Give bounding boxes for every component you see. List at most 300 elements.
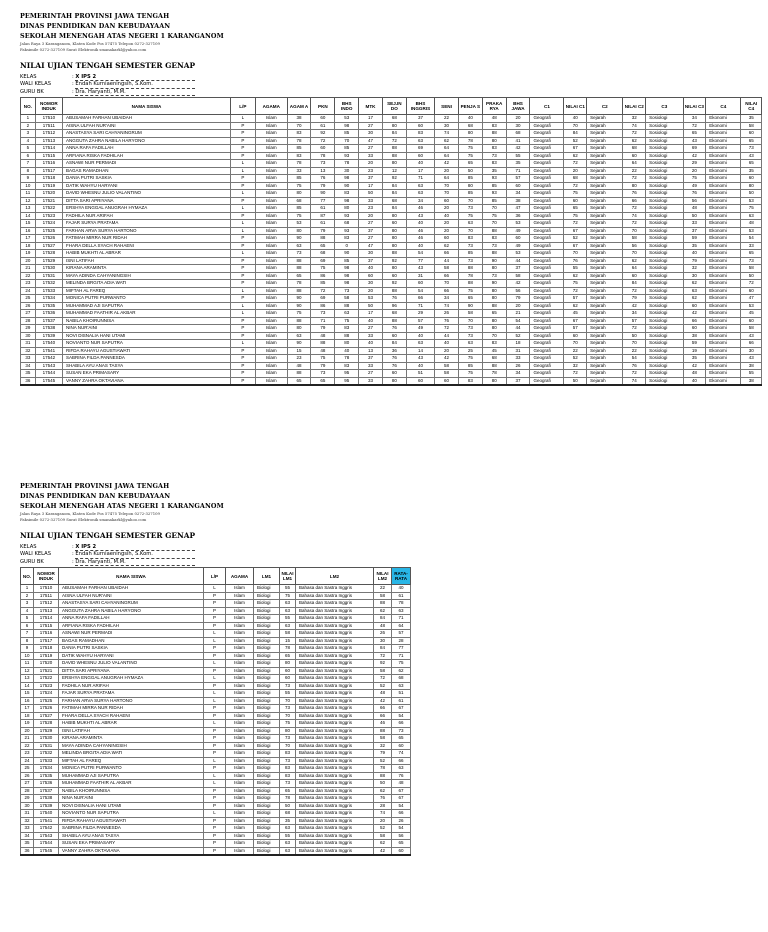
row-number: 15 xyxy=(21,690,34,698)
student-religion: Islam xyxy=(226,697,254,705)
subject-score: 80 xyxy=(458,182,482,190)
row-number: 19 xyxy=(21,720,34,728)
subject-score: 34 xyxy=(506,190,530,198)
subject-score: 70 xyxy=(482,220,506,228)
row-number: 25 xyxy=(21,765,34,773)
row-number: 1 xyxy=(21,585,34,593)
lm1-score: 15 xyxy=(280,637,296,645)
table-row xyxy=(21,287,762,295)
student-religion: Islam xyxy=(255,272,287,280)
subject-score: 27 xyxy=(359,145,383,153)
elective-subject: Sejarah xyxy=(587,115,623,123)
subject-score: 73 xyxy=(458,257,482,265)
student-gender: P xyxy=(204,840,226,848)
subject-score: 78 xyxy=(335,160,359,168)
table-row xyxy=(21,660,411,668)
elective-subject: Ekonomi xyxy=(706,175,741,183)
student-gender: P xyxy=(230,212,255,220)
elective-subject: Sosiologi xyxy=(646,287,683,295)
elective-subject: Ekonomi xyxy=(706,167,741,175)
row-number: 21 xyxy=(21,265,36,273)
subject-score: 37 xyxy=(359,175,383,183)
elective-score: 52 xyxy=(564,137,587,145)
table-row xyxy=(21,795,411,803)
lm1-subject: Biologi xyxy=(254,712,280,720)
lm1-score: 73 xyxy=(280,682,296,690)
lm2-score: 72 xyxy=(374,675,392,683)
table-row xyxy=(21,355,762,363)
subject-score: 96 xyxy=(382,302,406,310)
student-religion: Islam xyxy=(255,362,287,370)
lm1-score: 78 xyxy=(280,795,296,803)
lm2-score: 66 xyxy=(374,712,392,720)
subject-score: 63 xyxy=(287,332,311,340)
table-row xyxy=(21,220,762,228)
subject-score: 61 xyxy=(311,122,335,130)
table-row xyxy=(21,735,411,743)
lm2-score: 88 xyxy=(374,727,392,735)
table-row xyxy=(21,115,762,123)
average-score: 26 xyxy=(392,817,411,825)
table-row xyxy=(21,235,762,243)
elective-subject: Ekonomi xyxy=(706,152,741,160)
student-name: ASNAWI NUR PERMADI xyxy=(59,630,204,638)
student-name: BAGAS RAMADHAN xyxy=(59,637,204,645)
subject-score: 20 xyxy=(435,347,459,355)
row-number: 35 xyxy=(21,840,34,848)
subject-score: 80 xyxy=(382,242,406,250)
table1-col-header: PRAKA RYA xyxy=(482,98,506,115)
subject-score: 71 xyxy=(506,167,530,175)
subject-score: 40 xyxy=(406,332,434,340)
lm1-subject: Biologi xyxy=(254,727,280,735)
row-number: 14 xyxy=(21,212,36,220)
row-number: 23 xyxy=(21,750,34,758)
subject-score: 90 xyxy=(335,250,359,258)
subject-score: 46 xyxy=(406,205,434,213)
lm2-score: 48 xyxy=(374,622,392,630)
subject-score: 14 xyxy=(406,347,434,355)
student-gender: P xyxy=(204,847,226,855)
table-row xyxy=(21,765,411,773)
student-gender: P xyxy=(230,332,255,340)
lm2-score: 52 xyxy=(374,825,392,833)
subject-score: 60 xyxy=(435,377,459,385)
subject-score: 76 xyxy=(382,295,406,303)
student-gender: P xyxy=(230,130,255,138)
table-row xyxy=(21,302,762,310)
student-name: FADHILA NUR ARIFAH xyxy=(62,212,230,220)
elective-subject: Geografi xyxy=(530,190,564,198)
elective-subject: Ekonomi xyxy=(706,257,741,265)
elective-subject: Sejarah xyxy=(587,302,623,310)
student-religion: Islam xyxy=(255,152,287,160)
student-name: FATIMAH MIRRA NUR RIDAH xyxy=(62,235,230,243)
subject-score: 20 xyxy=(435,167,459,175)
row-number: 5 xyxy=(21,145,36,153)
lm2-score: 62 xyxy=(374,787,392,795)
elective-score: 53 xyxy=(741,302,762,310)
elective-subject: Sosiologi xyxy=(646,377,683,385)
subject-score: 75 xyxy=(311,355,335,363)
subject-score: 74 xyxy=(435,302,459,310)
subject-score: 85 xyxy=(458,175,482,183)
student-gender: P xyxy=(230,272,255,280)
row-number: 3 xyxy=(21,130,36,138)
student-gender: L xyxy=(230,287,255,295)
table-row xyxy=(21,325,762,333)
table-row xyxy=(21,847,411,855)
student-name: ANNA RAFA FADILLAH xyxy=(62,145,230,153)
student-nis: 17541 xyxy=(35,347,62,355)
student-nis: 17526 xyxy=(35,235,62,243)
student-religion: Islam xyxy=(255,115,287,123)
row-number: 22 xyxy=(21,742,34,750)
elective-subject: Geografi xyxy=(530,310,564,318)
lm2-subject: Bahasa dan Sastra Inggris xyxy=(296,660,374,668)
lm1-subject: Biologi xyxy=(254,660,280,668)
student-nis: 17537 xyxy=(35,317,62,325)
table-row xyxy=(21,377,762,385)
student-religion: Islam xyxy=(255,377,287,385)
elective-score: 42 xyxy=(683,362,706,370)
row-number: 20 xyxy=(21,727,34,735)
subject-score: 79 xyxy=(311,325,335,333)
elective-subject: Geografi xyxy=(530,295,564,303)
subject-score: 95 xyxy=(335,377,359,385)
elective-score: 63 xyxy=(683,287,706,295)
elective-score: 75 xyxy=(564,212,587,220)
student-name: ABUSAMAH FARHAN UBAIDAH xyxy=(62,115,230,123)
subject-score: 85 xyxy=(482,182,506,190)
student-name: FARHAN ARVA SURYA HARTONO xyxy=(59,697,204,705)
student-nis: 17517 xyxy=(35,167,62,175)
subject-score: 26 xyxy=(506,362,530,370)
subject-score: 73 xyxy=(458,205,482,213)
student-religion: Islam xyxy=(255,227,287,235)
student-gender: P xyxy=(204,742,226,750)
elective-subject: Ekonomi xyxy=(706,145,741,153)
subject-score: 60 xyxy=(406,122,434,130)
elective-score: 35 xyxy=(683,355,706,363)
average-score: 71 xyxy=(392,652,411,660)
lm2-subject: Bahasa dan Sastra Inggris xyxy=(296,840,374,848)
lm1-score: 60 xyxy=(280,667,296,675)
subject-score: 92 xyxy=(382,257,406,265)
elective-subject: Sosiologi xyxy=(646,175,683,183)
lm1-subject: Biologi xyxy=(254,772,280,780)
subject-score: 48 xyxy=(311,347,335,355)
subject-score: 68 xyxy=(382,197,406,205)
subject-score: 80 xyxy=(382,160,406,168)
student-religion: Islam xyxy=(226,832,254,840)
subject-score: 78 xyxy=(482,370,506,378)
elective-subject: Ekonomi xyxy=(706,190,741,198)
elective-subject: Sosiologi xyxy=(646,190,683,198)
student-religion: Islam xyxy=(226,630,254,638)
lm2-subject: Bahasa dan Sastra Inggris xyxy=(296,682,374,690)
subject-score: 17 xyxy=(359,182,383,190)
subject-score: 53 xyxy=(506,250,530,258)
lm1-subject: Biologi xyxy=(254,832,280,840)
subject-score: 37 xyxy=(506,377,530,385)
lm2-subject: Bahasa dan Sastra Inggris xyxy=(296,630,374,638)
subject-score: 40 xyxy=(406,242,434,250)
subject-score: 71 xyxy=(406,302,434,310)
subject-score: 75 xyxy=(335,317,359,325)
subject-score: 88 xyxy=(382,250,406,258)
lm1-score: 63 xyxy=(280,840,296,848)
subject-score: 13 xyxy=(359,347,383,355)
student-gender: P xyxy=(204,735,226,743)
student-name: ABUSAMAH FARHAN UBAIDAH xyxy=(59,585,204,593)
lm1-subject: Biologi xyxy=(254,682,280,690)
elective-subject: Ekonomi xyxy=(706,227,741,235)
elective-subject: Sosiologi xyxy=(646,362,683,370)
student-nis: 17534 xyxy=(35,295,62,303)
lm1-score: 63 xyxy=(280,847,296,855)
student-religion: Islam xyxy=(255,310,287,318)
subject-score: 42 xyxy=(506,145,530,153)
elective-score: 72 xyxy=(623,175,646,183)
subject-score: 26 xyxy=(435,310,459,318)
lm2-subject: Bahasa dan Sastra Inggris xyxy=(296,697,374,705)
lm2-subject: Bahasa dan Sastra Inggris xyxy=(296,705,374,713)
subject-score: 34 xyxy=(435,295,459,303)
subject-score: 12 xyxy=(382,167,406,175)
lm2-score: 58 xyxy=(374,667,392,675)
row-number: 31 xyxy=(21,340,36,348)
student-religion: Islam xyxy=(226,780,254,788)
subject-score: 85 xyxy=(287,205,311,213)
elective-subject: Sejarah xyxy=(587,167,623,175)
subject-score: 70 xyxy=(458,227,482,235)
elective-score: 76 xyxy=(564,257,587,265)
student-gender: P xyxy=(230,235,255,243)
subject-score: 87 xyxy=(311,212,335,220)
lm1-subject: Biologi xyxy=(254,690,280,698)
student-religion: Islam xyxy=(255,130,287,138)
table-row xyxy=(21,182,762,190)
table-row xyxy=(21,780,411,788)
elective-score: 70 xyxy=(564,250,587,258)
student-gender: L xyxy=(230,302,255,310)
lm2-score: 88 xyxy=(374,772,392,780)
elective-score: 72 xyxy=(623,287,646,295)
row-number: 20 xyxy=(21,257,36,265)
subject-score: 93 xyxy=(335,152,359,160)
subject-score: 58 xyxy=(435,362,459,370)
table-row xyxy=(21,370,762,378)
lm1-score: 63 xyxy=(280,607,296,615)
student-religion: Islam xyxy=(255,160,287,168)
student-religion: Islam xyxy=(226,795,254,803)
table2-header-row xyxy=(21,568,411,585)
row-number: 29 xyxy=(21,795,34,803)
table-row xyxy=(21,622,411,630)
lm2-score: 26 xyxy=(374,630,392,638)
student-nis: 17544 xyxy=(34,840,59,848)
row-number: 7 xyxy=(21,630,34,638)
elective-subject: Sosiologi xyxy=(646,250,683,258)
elective-score: 66 xyxy=(623,197,646,205)
elective-score: 73 xyxy=(741,145,762,153)
student-gender: L xyxy=(230,160,255,168)
row-number: 30 xyxy=(21,332,36,340)
subject-score: 42 xyxy=(435,160,459,168)
student-nis: 17539 xyxy=(34,802,59,810)
row-number: 26 xyxy=(21,772,34,780)
elective-score: 34 xyxy=(683,115,706,123)
elective-score: 29 xyxy=(683,160,706,168)
subject-score: 76 xyxy=(382,362,406,370)
elective-score: 40 xyxy=(564,115,587,123)
student-name: ANASTASYA SARI CAHYANINGRUM xyxy=(59,600,204,608)
student-gender: L xyxy=(230,310,255,318)
elective-subject: Ekonomi xyxy=(706,235,741,243)
elective-subject: Geografi xyxy=(530,340,564,348)
subject-score: 47 xyxy=(506,205,530,213)
lm1-score: 55 xyxy=(280,585,296,593)
subject-score: 52 xyxy=(506,332,530,340)
elective-score: 75 xyxy=(683,175,706,183)
elective-subject: Sejarah xyxy=(587,362,623,370)
elective-subject: Sejarah xyxy=(587,370,623,378)
student-gender: L xyxy=(204,585,226,593)
elective-score: 72 xyxy=(623,205,646,213)
student-nis: 17534 xyxy=(34,765,59,773)
subject-score: 80 xyxy=(287,190,311,198)
elective-subject: Ekonomi xyxy=(706,362,741,370)
student-name: RIFDA RAHAYU AGUSTIAWATI xyxy=(62,347,230,355)
lm2-score: 58 xyxy=(374,735,392,743)
student-name: FHARA DELLA SYACH RAHAENI xyxy=(62,242,230,250)
row-number: 2 xyxy=(21,122,36,130)
row-number: 18 xyxy=(21,712,34,720)
elective-score: 60 xyxy=(741,287,762,295)
table-row xyxy=(21,832,411,840)
student-name: NINA NUR'AINI xyxy=(59,795,204,803)
average-score: 77 xyxy=(392,645,411,653)
subject-score: 68 xyxy=(382,115,406,123)
lm1-subject: Biologi xyxy=(254,592,280,600)
student-nis: 17532 xyxy=(35,280,62,288)
subject-score: 76 xyxy=(435,317,459,325)
subject-score: 88 xyxy=(458,280,482,288)
lm1-score: 83 xyxy=(280,765,296,773)
subject-score: 80 xyxy=(335,340,359,348)
subject-score: 84 xyxy=(382,182,406,190)
elective-score: 22 xyxy=(623,347,646,355)
average-score: 28 xyxy=(392,637,411,645)
student-nis: 17527 xyxy=(35,242,62,250)
subject-score: 30 xyxy=(335,167,359,175)
elective-subject: Ekonomi xyxy=(706,272,741,280)
subject-score: 90 xyxy=(287,340,311,348)
student-name: ISNI LATIFAH xyxy=(62,257,230,265)
lm1-subject: Biologi xyxy=(254,780,280,788)
table1-col-header: C1 xyxy=(530,98,564,115)
subject-score: 29 xyxy=(406,310,434,318)
elective-score: 60 xyxy=(623,272,646,280)
elective-score: 35 xyxy=(741,167,762,175)
elective-score: 62 xyxy=(623,137,646,145)
elective-score: 57 xyxy=(623,317,646,325)
subject-score: 79 xyxy=(311,227,335,235)
subject-score: 58 xyxy=(458,310,482,318)
elective-subject: Ekonomi xyxy=(706,332,741,340)
student-nis: 17519 xyxy=(35,182,62,190)
student-nis: 17515 xyxy=(34,622,59,630)
lm1-score: 55 xyxy=(280,615,296,623)
student-nis: 17511 xyxy=(34,592,59,600)
subject-score: 50 xyxy=(359,190,383,198)
student-name: ANGGUTA ZAHRA NABILA HARYONO xyxy=(59,607,204,615)
elective-score: 72 xyxy=(564,370,587,378)
elective-subject: Sosiologi xyxy=(646,220,683,228)
elective-score: 42 xyxy=(683,310,706,318)
table2-col-header: RATA-RATA xyxy=(392,568,411,585)
subject-score: 60 xyxy=(506,182,530,190)
elective-score: 79 xyxy=(683,257,706,265)
student-religion: Islam xyxy=(226,667,254,675)
student-nis: 17518 xyxy=(35,175,62,183)
elective-score: 53 xyxy=(741,227,762,235)
student-name: DITTA SARI APRIYANA xyxy=(59,667,204,675)
student-gender: L xyxy=(204,690,226,698)
subject-score: 33 xyxy=(359,332,383,340)
student-nis: 17544 xyxy=(35,370,62,378)
subject-score: 63 xyxy=(458,220,482,228)
lm2-subject: Bahasa dan Sastra Inggris xyxy=(296,637,374,645)
subject-score: 27 xyxy=(359,370,383,378)
student-name: NABILA KHOIRUNNISA xyxy=(62,317,230,325)
subject-score: 83 xyxy=(335,190,359,198)
table-row xyxy=(21,817,411,825)
subject-score: 13 xyxy=(311,167,335,175)
elective-score: 43 xyxy=(741,355,762,363)
table2-col-header: NO. xyxy=(21,568,34,585)
elective-subject: Sejarah xyxy=(587,227,623,235)
row-number: 7 xyxy=(21,160,36,168)
student-gender: P xyxy=(230,280,255,288)
subject-score: 83 xyxy=(482,160,506,168)
header-line3: SEKOLAH MENENGAH ATAS NEGERI 1 KARANGANOM xyxy=(20,502,224,510)
subject-score: 79 xyxy=(311,182,335,190)
subject-score: 15 xyxy=(287,347,311,355)
lm2-score: 74 xyxy=(374,810,392,818)
elective-score: 62 xyxy=(564,152,587,160)
lm2-score: 62 xyxy=(374,840,392,848)
lm2-subject: Bahasa dan Sastra Inggris xyxy=(296,615,374,623)
elective-score: 76 xyxy=(623,362,646,370)
student-nis: 17519 xyxy=(34,652,59,660)
student-religion: Islam xyxy=(226,592,254,600)
table1-col-header: C2 xyxy=(587,98,623,115)
row-number: 11 xyxy=(21,190,36,198)
student-name: ERSHYA ENGGAL ANUGRAH HYMAZA xyxy=(59,675,204,683)
student-name: NINA NUR'AINI xyxy=(62,325,230,333)
subject-score: 88 xyxy=(382,145,406,153)
subject-score: 63 xyxy=(458,340,482,348)
subject-score: 68 xyxy=(382,310,406,318)
subject-score: 72 xyxy=(435,325,459,333)
elective-subject: Sejarah xyxy=(587,175,623,183)
elective-score: 48 xyxy=(683,205,706,213)
lm2-subject: Bahasa dan Sastra Inggris xyxy=(296,652,374,660)
elective-score: 74 xyxy=(623,122,646,130)
student-name: MUHAMMAD FAATHIR AL AKBAR xyxy=(62,310,230,318)
